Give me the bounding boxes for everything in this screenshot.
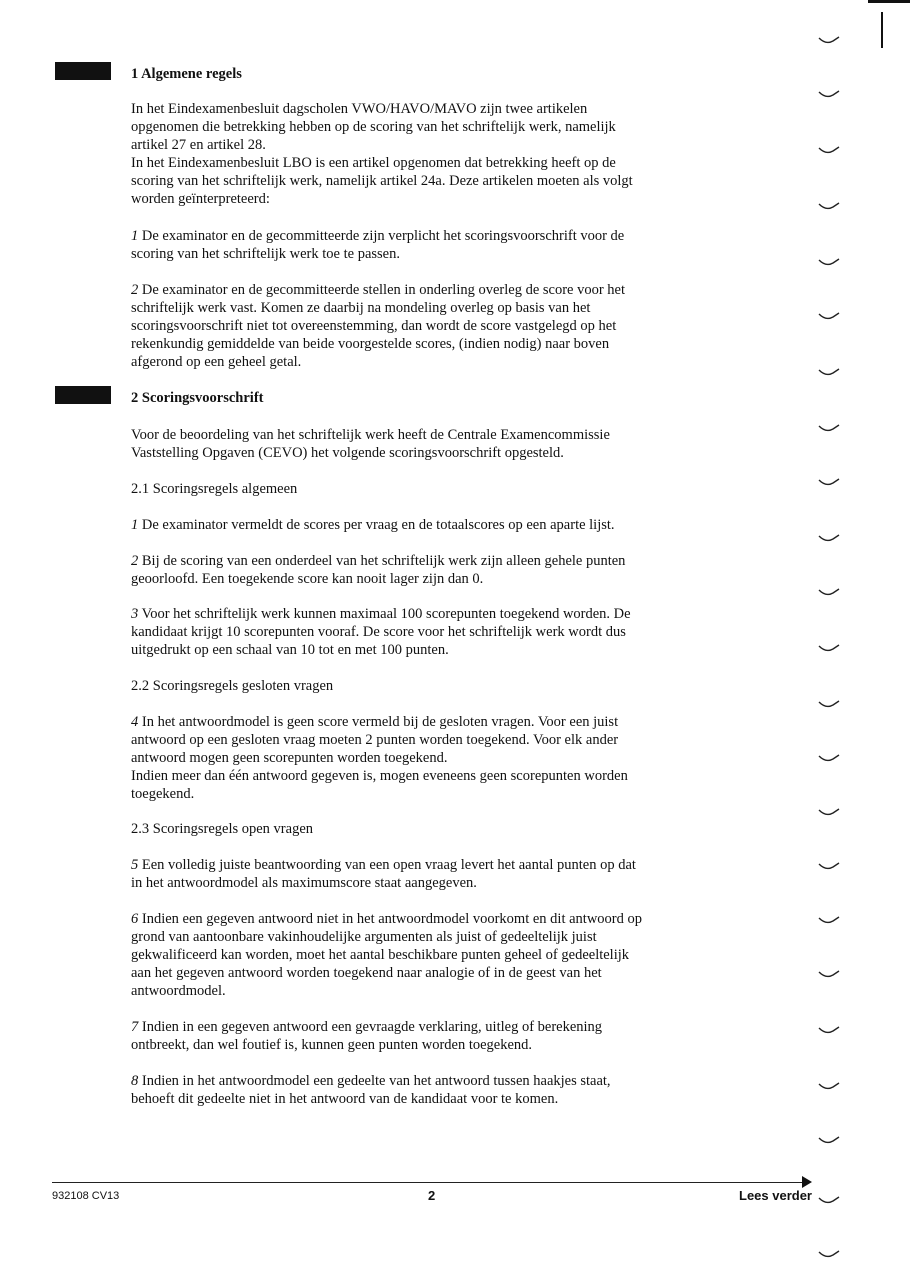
section-marker: [55, 386, 111, 404]
check-tick-icon: [818, 478, 840, 486]
rule-2-7: [131, 1018, 741, 1054]
subsection-2-3: 2.3 Scoringsregels open vragen: [131, 821, 314, 837]
check-tick-icon: [818, 424, 840, 432]
rule-text: Indien in een gegeven antwoord een gevraagde verklaring, uitleg of berekening ontbreekt, dan wel foutief is, kunnen geen punten worden toegekend.: [131, 1019, 603, 1053]
rule-text: Voor het schriftelijk werk kunnen maximaal 100 scorepunten toegekend worden. De kandidaat krijgt 10 scorepunten vooraf. De score voor het schriftelijk werk wordt dus uitgedrukt op een schaal van 10 tot en met 100 punten.: [131, 606, 631, 658]
rule-number: 2: [131, 282, 139, 298]
subsection-2-2: 2.2 Scoringsregels gesloten vragen: [131, 678, 334, 694]
rule-2-3: [131, 605, 741, 659]
section-2-heading: 2 Scoringsvoorschrift: [131, 390, 264, 406]
rule-2-8: [131, 1072, 741, 1108]
rule-text: Indien in het antwoordmodel een gedeelte van het antwoord tussen haakjes staat, behoeft dit gedeelte niet in het antwoord van de kandidaat voor te komen.: [131, 1073, 611, 1107]
check-tick-icon: [818, 862, 840, 870]
footer-code: 932108 CV13: [52, 1190, 120, 1202]
rule-number: 1: [131, 517, 139, 533]
check-tick-icon: [818, 916, 840, 924]
rule-2-4: [131, 713, 741, 803]
check-tick-icon: [818, 202, 840, 210]
rule-2-5: [131, 856, 741, 892]
rule-text: De examinator vermeldt de scores per vraag en de totaalscores op een aparte lijst.: [141, 517, 615, 533]
check-tick-icon: [818, 1250, 840, 1258]
page-number: 2: [428, 1188, 436, 1203]
check-tick-icon: [818, 754, 840, 762]
check-tick-icon: [818, 90, 840, 98]
check-tick-icon: [818, 700, 840, 708]
check-tick-icon: [818, 146, 840, 154]
rule-text: Indien een gegeven antwoord niet in het antwoordmodel voorkomt en dit antwoord op grond van aantoonbare vakinhoudelijke argumenten als juist of gedeeltelijk juist gekwalificeerd kan worden, moet het aantal beschikbare punten geheel of gedeeltelijk aan het gegeven antwoord worden toegekend naar analogie of in de geest van het antwoordmodel.: [131, 911, 642, 999]
rule-number: 2: [131, 553, 139, 569]
check-tick-icon: [818, 1026, 840, 1034]
section-1-heading: 1 Algemene regels: [131, 66, 242, 82]
section-1-intro-2: In het Eindexamenbesluit LBO is een artikel opgenomen dat betrekking heeft op de scoring van het schriftelijk werk, namelijk artikel 24a. Deze artikelen moeten als volgt worden geïnterpreteerd:: [131, 155, 633, 207]
rule-2-1: [131, 516, 741, 534]
check-tick-icon: [818, 258, 840, 266]
section-1-intro-1: In het Eindexamenbesluit dagscholen VWO/HAVO/MAVO zijn twee artikelen opgenomen die betrekking hebben op de scoring van het schriftelijk werk, namelijk artikel 27 en artikel 28.: [131, 101, 616, 153]
check-tick-icon: [818, 1196, 840, 1204]
rule-1-1: [131, 227, 741, 263]
check-tick-icon: [818, 970, 840, 978]
rule-number: 3: [131, 606, 139, 622]
next-page-label: Lees verder: [739, 1188, 812, 1203]
rule-number: 4: [131, 714, 139, 730]
rule-1-2: [131, 281, 741, 371]
subsection-2-1: 2.1 Scoringsregels algemeen: [131, 481, 298, 497]
check-tick-icon: [818, 644, 840, 652]
rule-number: 6: [131, 911, 139, 927]
check-tick-icon: [818, 534, 840, 542]
check-tick-icon: [818, 312, 840, 320]
check-tick-icon: [818, 808, 840, 816]
rule-text: In het antwoordmodel is geen score vermeld bij de gesloten vragen. Voor een juist antwoord op een gesloten vraag moeten 2 punten worden toegekend. Voor elk ander antwoord mogen geen scorepunten worden toegekend. Indien meer dan één antwoord gegeven is, mogen eveneens geen scorepunten worden toegekend.: [131, 714, 628, 802]
check-tick-icon: [818, 368, 840, 376]
rule-text: De examinator en de gecommitteerde stellen in onderling overleg de score voor het schriftelijk werk vast. Komen ze daarbij na mondeling overleg op basis van het scoringsvoorschrift niet tot overeenstemming, dan wordt de score vastgelegd op het rekenkundig gemiddelde van beide voorgestelde scores, (indien nodig) naar boven afgerond op een geheel getal.: [131, 282, 626, 370]
rule-text: Bij de scoring van een onderdeel van het schriftelijk werk zijn alleen gehele punten geoorloofd. Een toegekende score kan nooit lager zijn dan 0.: [131, 553, 626, 587]
rule-number: 1: [131, 228, 139, 244]
check-tick-icon: [818, 36, 840, 44]
check-tick-icon: [818, 1136, 840, 1144]
rule-number: 8: [131, 1073, 139, 1089]
corner-vertical-line: [881, 12, 883, 48]
rule-2-2: [131, 552, 741, 588]
rule-text: Een volledig juiste beantwoording van een open vraag levert het aantal punten op dat in het antwoordmodel als maximumscore staat aangegeven.: [131, 857, 636, 891]
section-2-intro: Voor de beoordeling van het schriftelijk werk heeft de Centrale Examencommissie Vaststelling Opgaven (CEVO) het volgende scoringsvoorschrift opgesteld.: [131, 427, 610, 461]
footer-rule: [52, 1182, 804, 1183]
check-tick-icon: [818, 588, 840, 596]
corner-rule: [868, 0, 910, 3]
rule-number: 7: [131, 1019, 139, 1035]
check-tick-icon: [818, 1082, 840, 1090]
section-marker: [55, 62, 111, 80]
rule-number: 5: [131, 857, 139, 873]
rule-2-6: [131, 910, 741, 1000]
arrow-right-icon: [802, 1176, 812, 1188]
rule-text: De examinator en de gecommitteerde zijn verplicht het scoringsvoorschrift voor de scoring van het schriftelijk werk toe te passen.: [131, 228, 625, 262]
